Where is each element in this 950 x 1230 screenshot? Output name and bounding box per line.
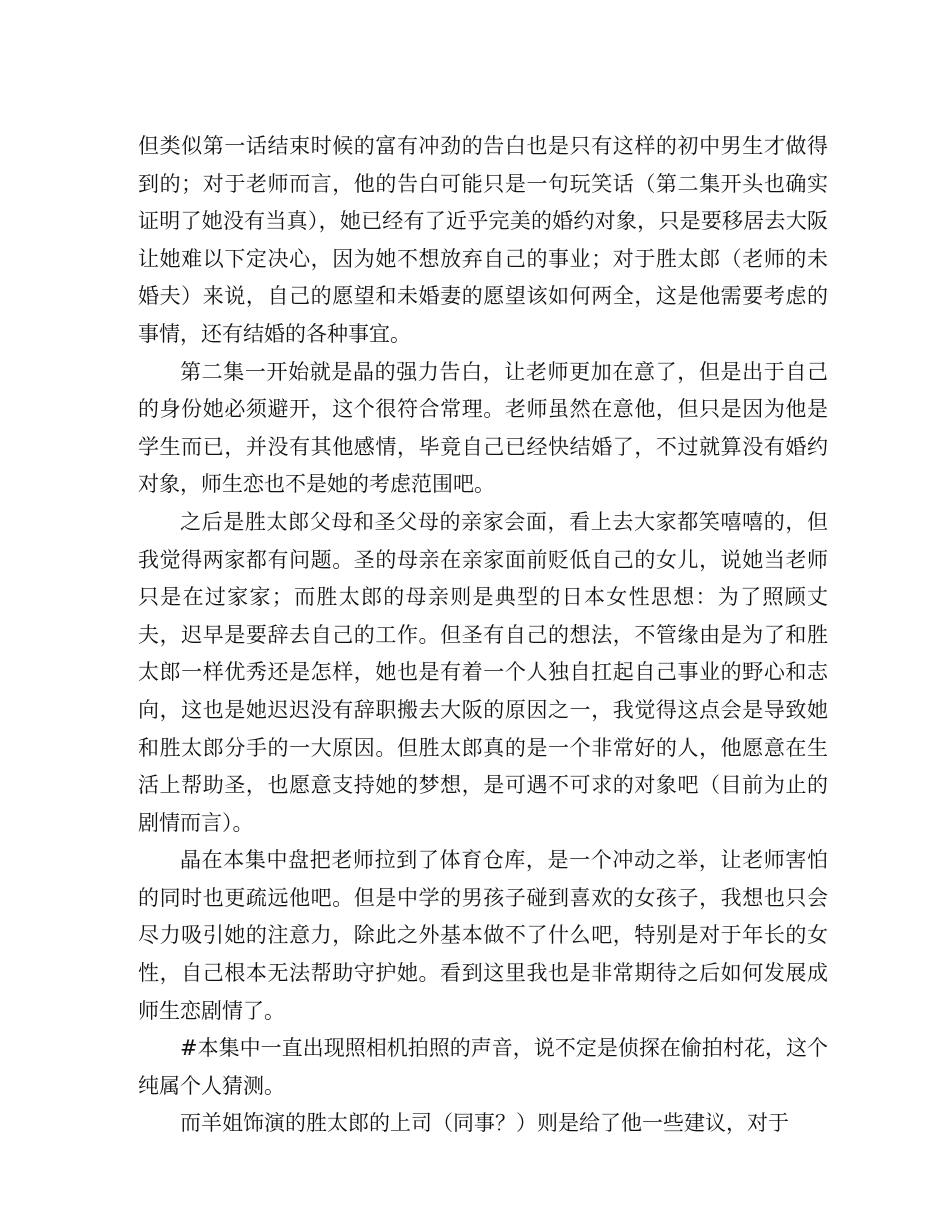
paragraph-3: 之后是胜太郎父母和圣父母的亲家会面，看上去大家都笑嘻嘻的，但我觉得两家都有问题。圣的母亲在亲家面前贬低自己的女儿，说她当老师只是在过家家；而胜太郎的母亲则是典型的日本女性思想：为了照顾丈夫，迟早是要辞去自己的工作。但圣有自己的想法，不管缘由是为了和胜太郎一样优秀还是怎样，她也是有着一个人独自扛起自己事业的野心和志向，这也是她迟迟没有辞职搬去大阪的原因之一，我觉得这点会是导致她和胜太郎分手的一大原因。但胜太郎真的是一个非常好的人，他愿意在生活上帮助圣，也愿意支持她的梦想，是可遇不可求的对象吧（目前为止的剧情而言）。 <box>138 509 828 835</box>
paragraph-4: 晶在本集中盘把老师拉到了体育仓库，是一个冲动之举，让老师害怕的同时也更疏远他吧。但是中学的男孩子碰到喜欢的女孩子，我想也只会尽力吸引她的注意力，除此之外基本做不了什么吧，特别是对于年长的女性，自己根本无法帮助守护她。看到这里我也是非常期待之后如何发展成师生恋剧情了。 <box>138 848 828 1023</box>
document-page <box>138 128 828 1143</box>
paragraph-1: 但类似第一话结束时候的富有冲劲的告白也是只有这样的初中男生才做得到的；对于老师而言，他的告白可能只是一句玩笑话（第二集开头也确实证明了她没有当真），她已经有了近乎完美的婚约对象，只是要移居去大阪让她难以下定决心，因为她不想放弃自己的事业；对于胜太郎（老师的未婚夫）来说，自己的愿望和未婚妻的愿望该如何两全，这是他需要考虑的事情，还有结婚的各种事宜。 <box>138 134 828 346</box>
paragraph-6: 而羊姐饰演的胜太郎的上司（同事？）则是给了他一些建议，对于 <box>180 1111 789 1136</box>
paragraph-2: 第二集一开始就是晶的强力告白，让老师更加在意了，但是出于自己的身份她必须避开，这个很符合常理。老师虽然在意他，但只是因为他是学生而已，并没有其他感情，毕竟自己已经快结婚了，不过就算没有婚约对象，师生恋也不是她的考虑范围吧。 <box>138 359 828 497</box>
paragraph-5: #本集中一直出现照相机拍照的声音，说不定是侦探在偷拍村花，这个纯属个人猜测。 <box>138 1036 828 1098</box>
